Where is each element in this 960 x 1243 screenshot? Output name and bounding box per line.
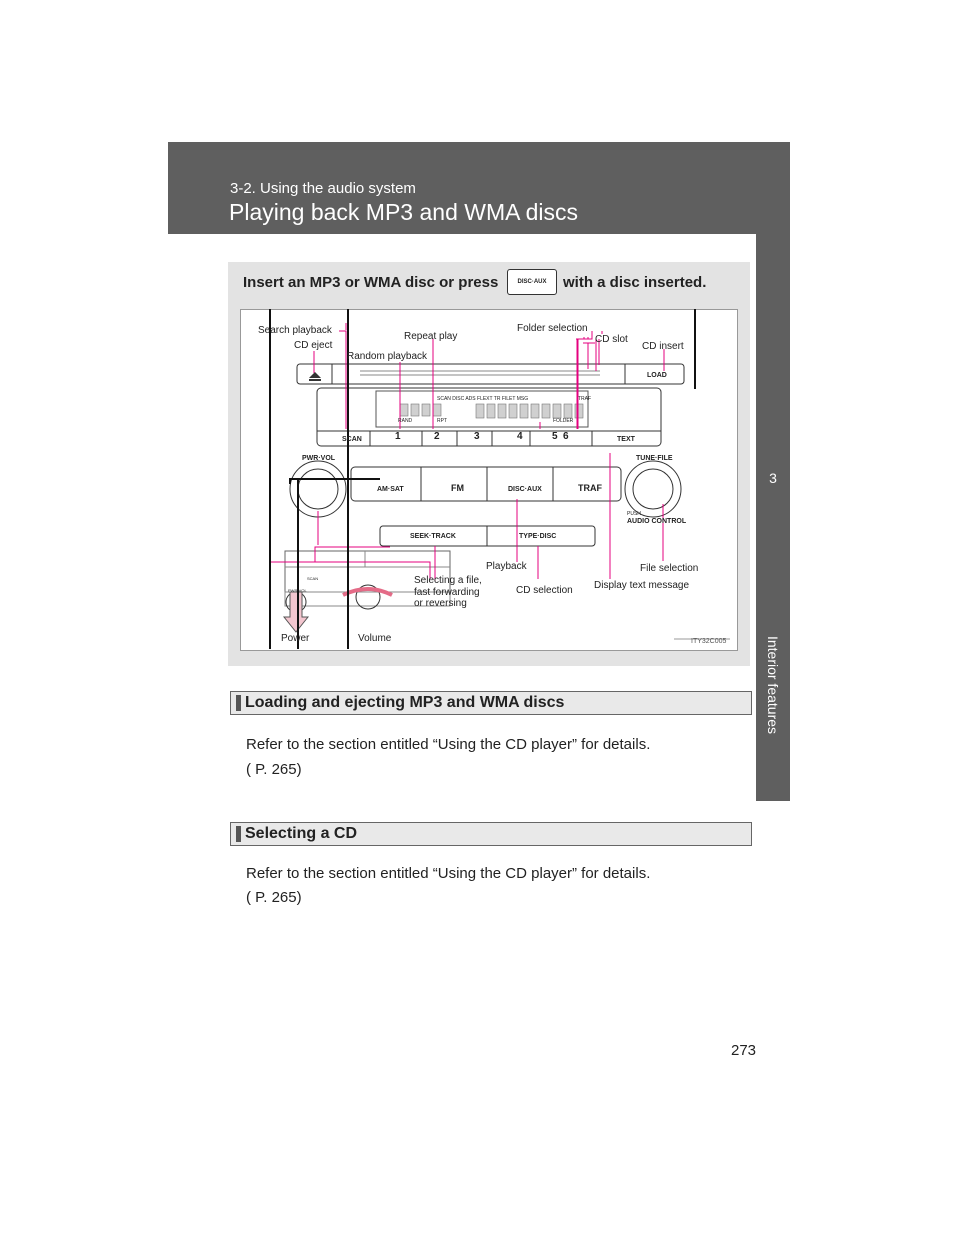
section-heading-selecting [230,822,752,846]
preset-1: 1 [395,431,401,442]
section-ref-selecting: ( P. 265) [246,889,302,906]
callout-power: Power [281,633,310,644]
seek-track-button: SEEK·TRACK [410,533,456,540]
chapter-number: 3 [769,470,777,486]
section-heading-loading [230,691,752,715]
callout-file-selection: File selection [640,563,699,574]
scan-button: SCAN [342,436,362,443]
mini-pwr-label: PWR·VOL [288,588,307,593]
callout-cd-slot: CD slot [595,334,628,345]
callout-selecting-line1: Selecting a file, [414,575,482,586]
chapter-label [758,600,788,770]
display-rpt: RPT [437,418,447,424]
callout-display-text: Display text message [594,580,690,591]
preset-4: 4 [517,431,523,442]
callout-volume: Volume [358,633,392,644]
load-button: LOAD [647,372,667,379]
mini-scan-label: SCAN [307,576,319,581]
section-heading-text: Selecting a CD [245,825,358,842]
type-disc-button: TYPE·DISC [519,533,557,540]
callout-selecting-line2: fast forwarding [414,587,480,598]
fm-button: FM [451,483,464,493]
disc-aux-button-icon: DISC·AUX [507,269,557,295]
display-folder: FOLDER [553,418,574,424]
callout-cd-selection: CD selection [516,585,573,596]
page-title: Playing back MP3 and WMA discs [229,199,578,225]
heading-marker [236,826,241,842]
disc-aux-button: DISC·AUX [508,486,542,493]
callout-repeat-play: Repeat play [404,331,458,342]
tune-file-label: TUNE·FILE [636,455,673,462]
callout-playback: Playback [486,561,527,572]
display-rand: RAND [398,418,413,424]
eject-icon [309,372,321,378]
audio-unit-diagram [240,309,738,651]
preset-3: 3 [474,431,480,442]
audio-control-label: AUDIO CONTROL [627,518,687,525]
subsection-title: 3-2. Using the audio system [230,180,416,197]
display-traf: TRAF [578,396,592,402]
preset-5: 5 [552,431,558,442]
callout-selecting-line3: or reversing [414,598,467,609]
instruction-text-end: with a disc inserted. [563,274,707,291]
chapter-label-text: Interior features [765,635,781,735]
section-text-loading: Refer to the section entitled “Using the CD player” for details. [246,736,651,753]
preset-6: 6 [563,431,569,442]
section-heading-text: Loading and ejecting MP3 and WMA discs [245,694,565,711]
callout-search-playback: Search playback [258,325,332,336]
instruction-text: Insert an MP3 or WMA disc or press [243,274,499,291]
heading-marker [236,695,241,711]
page-number: 273 [731,1042,757,1059]
pwr-vol-label: PWR·VOL [302,455,336,462]
traf-button: TRAF [578,483,602,493]
section-text-selecting: Refer to the section entitled “Using the CD player” for details. [246,865,651,882]
cd-slot-panel [297,364,684,384]
push-label: PUSH [627,511,641,517]
display-indicator-row: SCAN DISC ADS FLEXT TR FILET MSG [437,396,529,402]
callout-cd-insert: CD insert [642,341,684,352]
am-sat-button: AM·SAT [377,486,404,493]
callout-random-playback: Random playback [347,351,428,362]
callout-cd-eject: CD eject [294,340,333,351]
text-button: TEXT [617,436,635,443]
section-ref-loading: ( P. 265) [246,761,302,778]
power-arrow-icon [284,592,308,632]
callout-folder-selection: Folder selection [517,323,588,334]
image-code: ITY32C005 [691,638,727,645]
preset-2: 2 [434,431,440,442]
